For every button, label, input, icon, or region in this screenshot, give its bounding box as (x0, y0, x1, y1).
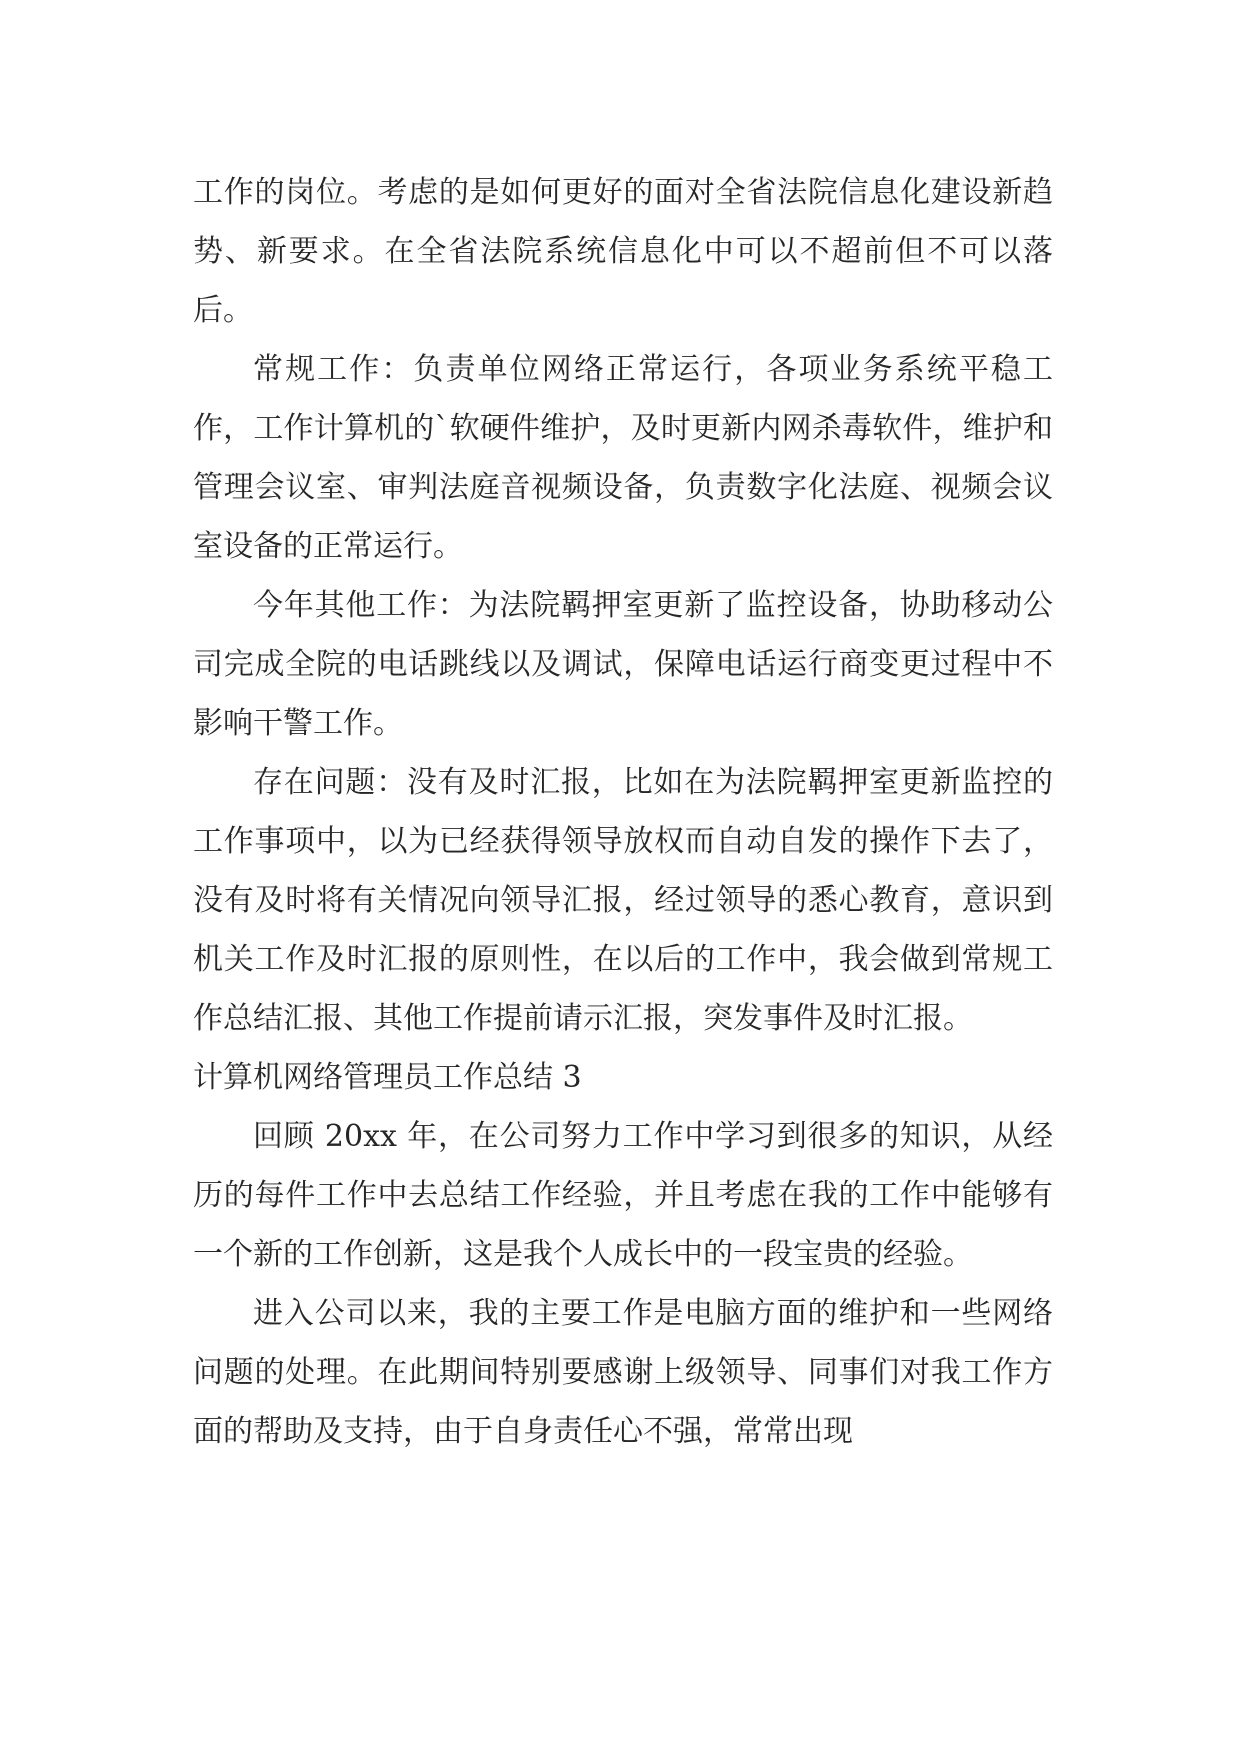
paragraph-routine-work: 常规工作：负责单位网络正常运行，各项业务系统平稳工作，工作计算机的`软硬件维护，及时更新内网杀毒软件，维护和管理会议室、审判法庭音视频设备，负责数字化法庭、视频会议室设备的正常运行。 (193, 352, 1053, 564)
paragraph-other-work: 今年其他工作：为法院羁押室更新了监控设备，协助移动公司完成全院的电话跳线以及调试，保障电话运行商变更过程中不影响干警工作。 (193, 588, 1053, 741)
paragraph-continuation: 工作的岗位。考虑的是如何更好的面对全省法院信息化建设新趋势、新要求。在全省法院系统信息化中可以不超前但不可以落后。 (193, 175, 1053, 328)
paragraph-main-work: 进入公司以来，我的主要工作是电脑方面的维护和一些网络问题的处理。在此期间特别要感谢上级领导、同事们对我工作方面的帮助及支持，由于自身责任心不强，常常出现 (193, 1296, 1053, 1449)
paragraph-existing-problems: 存在问题：没有及时汇报，比如在为法院羁押室更新监控的工作事项中，以为已经获得领导放权而自动自发的操作下去了，没有及时将有关情况向领导汇报，经过领导的悉心教育，意识到机关工作及时汇报的原则性，在以后的工作中，我会做到常规工作总结汇报、其他工作提前请示汇报，突发事件及时汇报。 (193, 765, 1053, 1036)
section-heading: 计算机网络管理员工作总结 3 (193, 1060, 582, 1095)
paragraph-review: 回顾 20xx 年，在公司努力工作中学习到很多的知识，从经历的每件工作中去总结工作经验，并且考虑在我的工作中能够有一个新的工作创新，这是我个人成长中的一段宝贵的经验。 (193, 1119, 1053, 1272)
document-body (193, 163, 1053, 1461)
